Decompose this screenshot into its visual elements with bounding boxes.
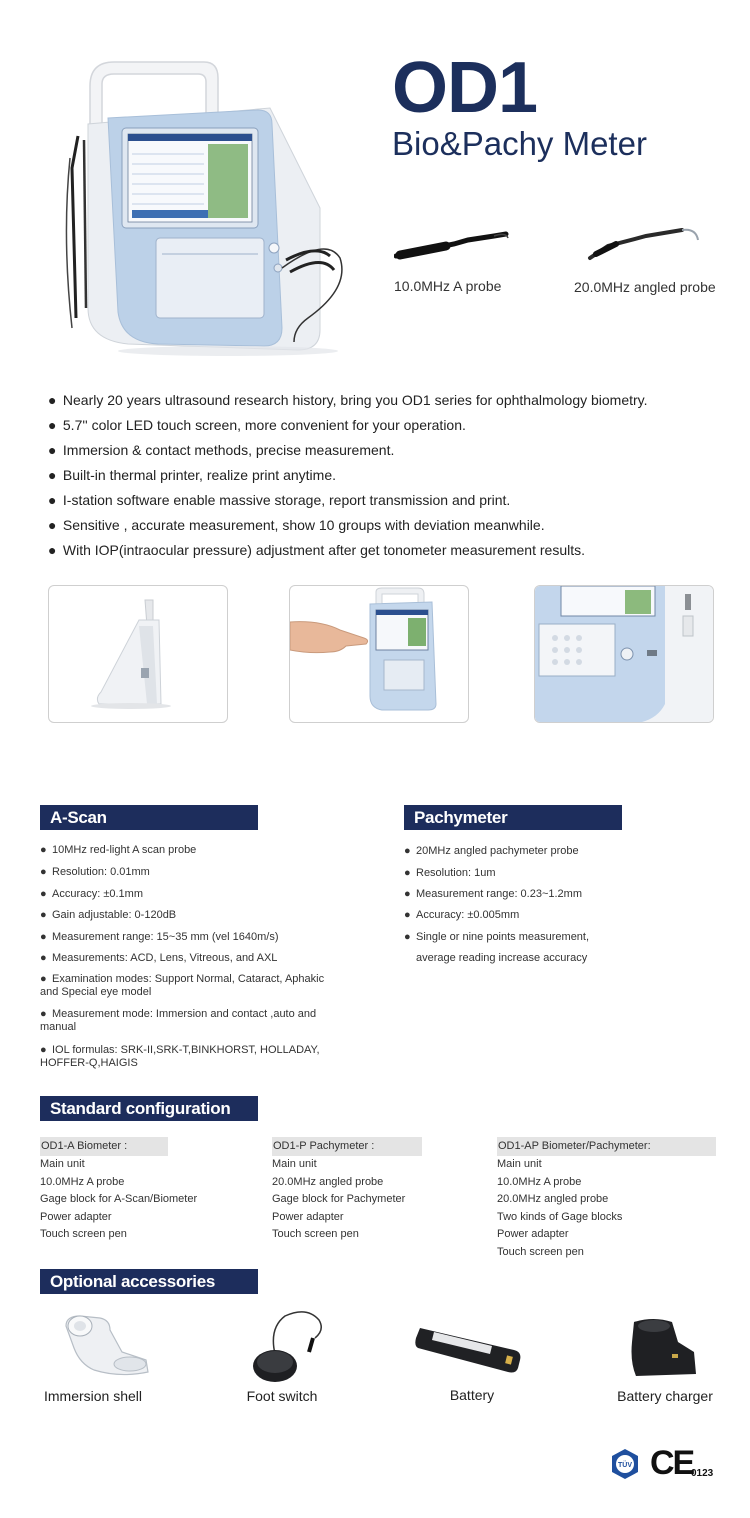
config-item: Main unit: [272, 1158, 317, 1170]
config-item: Power adapter: [272, 1210, 344, 1223]
standard-config-heading: Standard configuration: [40, 1096, 258, 1121]
config-column-title: OD1-AP Biometer/Pachymeter:: [497, 1137, 716, 1156]
config-column-pachymeter: [272, 1137, 422, 1244]
pachymeter-item: ● Resolution: 1um: [404, 867, 496, 879]
config-item: Main unit: [40, 1158, 85, 1170]
feature-item: ● I-station software enable massive storage, report transmission and print.: [48, 492, 511, 508]
config-column-biometer: [40, 1137, 198, 1244]
config-item: 20.0MHz angled probe: [497, 1193, 609, 1206]
config-item: Power adapter: [40, 1210, 112, 1223]
product-subtitle: Bio&Pachy Meter: [392, 125, 647, 162]
config-item: Gage block for Pachymeter: [272, 1193, 406, 1206]
feature-item: ● 5.7'' color LED touch screen, more convenient for your operation.: [48, 417, 466, 433]
pachymeter-item: ● 20MHz angled pachymeter probe: [404, 845, 579, 857]
ascan-heading: A-Scan: [40, 805, 258, 830]
pachymeter-item: ● Measurement range: 0.23~1.2mm: [404, 888, 583, 900]
config-item: Main unit: [497, 1158, 542, 1170]
pachymeter-item-continuation: average reading increase accuracy: [416, 952, 588, 964]
config-item: Touch screen pen: [272, 1228, 359, 1241]
pachymeter-heading: Pachymeter: [404, 805, 622, 830]
feature-item: ● Sensitive , accurate measurement, show 10 groups with deviation meanwhile.: [48, 517, 545, 533]
foot-switch-icon: [245, 1308, 325, 1386]
ascan-item: ● Gain adjustable: 0-120dB: [40, 909, 177, 921]
ascan-item: ● IOL formulas: SRK-II,SRK-T,BINKHORST, HOLLADAY, HOFFER-Q,HAIGIS: [40, 1044, 320, 1069]
battery-charger-icon: [624, 1312, 702, 1382]
device-printer-closeup-photo: [534, 585, 714, 723]
pachymeter-item: ● Accuracy: ±0.005mm: [404, 909, 520, 921]
device-touch-screen-photo: [289, 585, 469, 723]
config-item: Power adapter: [497, 1228, 569, 1241]
feature-item: ● With IOP(intraocular pressure) adjustment after get tonometer measurement results.: [48, 542, 585, 558]
immersion-shell-label: Immersion shell: [43, 1388, 143, 1404]
config-item: 20.0MHz angled probe: [272, 1175, 384, 1188]
config-column-biometer-pachymeter: [497, 1137, 716, 1262]
config-item: 10.0MHz A probe: [497, 1175, 582, 1188]
tuv-mark: TÜV: [618, 1462, 632, 1469]
feature-list: [48, 390, 728, 565]
ascan-item: ● Accuracy: ±0.1mm: [40, 888, 144, 900]
feature-item: ● Nearly 20 years ultrasound research history, bring you OD1 series for ophthalmology biometry.: [48, 392, 648, 408]
ascan-item: ● 10MHz red-light A scan probe: [40, 844, 197, 856]
ascan-item: ● Measurements: ACD, Lens, Vitreous, and AXL: [40, 952, 278, 964]
feature-item: ● Immersion & contact methods, precise measurement.: [48, 442, 395, 458]
ascan-item: ● Resolution: 0.01mm: [40, 866, 150, 878]
ascan-item: ● Measurement mode: Immersion and contact ,auto and manual: [40, 1008, 317, 1033]
foot-switch-label: Foot switch: [246, 1388, 318, 1404]
ce-mark: CE: [650, 1444, 694, 1482]
tuv-certification-icon: [610, 1448, 640, 1480]
config-column-title: OD1-P Pachymeter :: [272, 1137, 422, 1156]
a-probe-label: 10.0MHz A probe: [394, 278, 502, 294]
ascan-item: ● Examination modes: Support Normal, Cataract, Aphakic and Special eye model: [40, 973, 325, 998]
config-item: Gage block for A-Scan/Biometer: [40, 1193, 198, 1206]
config-item: Touch screen pen: [40, 1228, 127, 1241]
optional-accessories-heading: Optional accessories: [40, 1269, 258, 1294]
device-side-view-photo: [48, 585, 228, 723]
battery-label: Battery: [449, 1387, 495, 1403]
angled-probe-icon: [586, 224, 702, 264]
feature-item: ● Built-in thermal printer, realize print anytime.: [48, 467, 336, 483]
a-probe-icon: [394, 226, 510, 262]
battery-icon: [414, 1318, 528, 1378]
config-item: Two kinds of Gage blocks: [497, 1210, 623, 1223]
config-item: Touch screen pen: [497, 1245, 584, 1258]
immersion-shell-icon: [60, 1312, 156, 1380]
angled-probe-label: 20.0MHz angled probe: [574, 279, 716, 295]
battery-charger-label: Battery charger: [617, 1388, 713, 1404]
device-main-unit-image: [58, 58, 358, 358]
config-item: 10.0MHz A probe: [40, 1175, 125, 1188]
ce-number: 0123: [691, 1468, 714, 1479]
ascan-item: ● Measurement range: 15~35 mm (vel 1640m/s): [40, 931, 279, 943]
product-title: OD1: [392, 48, 538, 128]
config-column-title: OD1-A Biometer :: [40, 1137, 168, 1156]
pachymeter-item: ● Single or nine points measurement,: [404, 931, 590, 943]
